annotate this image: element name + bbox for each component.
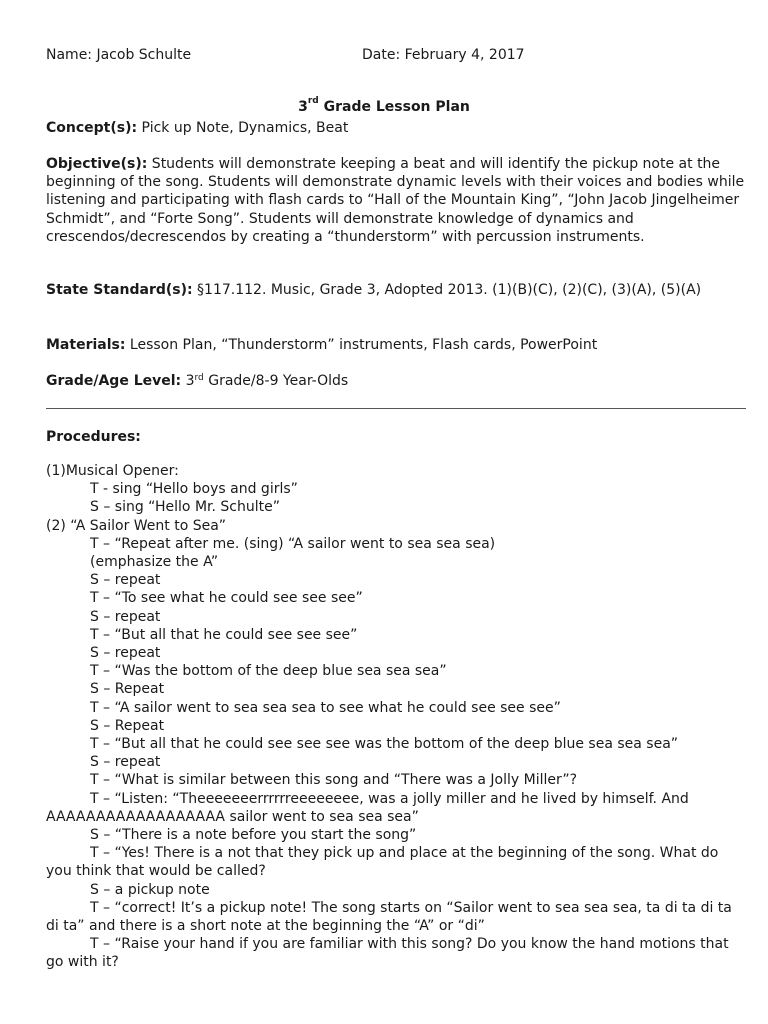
standards-section [46,281,746,299]
lesson-date: Date: February 4, 2017 [362,47,525,63]
procedure-line: T – “But all that he could see see see” [90,626,358,643]
procedure-line: S – “There is a note before you start the song” [90,827,417,844]
procedure-line: T – “To see what he could see see see” [90,590,363,607]
procedure-line: T – “Listen: “Theeeeeeerrrrrreeeeeeee, was a jolly miller and he lived by himself. And AAAAAAAAAAAAAAAAAA sailor went to sea sea sea” [46,790,689,825]
title-ordinal: rd [307,96,319,106]
materials-label: Materials: [46,337,126,353]
grade-level-number: 3 [181,373,195,389]
procedure-line: T – “correct! It’s a pickup note! The song starts on “Sailor went to sea sea sea, ta di ta di ta di ta” and there is a short note at the beginning the “A” or “di” [46,899,732,935]
concepts-text: Pick up Note, Dynamics, Beat [137,120,349,136]
procedure-line: S – sing “Hello Mr. Schulte” [90,499,280,516]
procedure-line: T – “A sailor went to sea sea sea to see what he could see see see” [90,699,561,716]
procedure-line: S – Repeat [90,717,165,734]
procedure-line: T – “Was the bottom of the deep blue sea sea sea” [90,663,447,680]
grade-level-ordinal: rd [194,373,204,383]
title-number: 3 [298,99,308,115]
procedure-line: (2) “A Sailor Went to Sea” [46,517,227,534]
concepts-section [46,119,746,137]
procedure-line: S – repeat [90,754,161,771]
materials-text: Lesson Plan, “Thunderstorm” instruments, Flash cards, PowerPoint [125,337,598,353]
procedure-line: T – “Raise your hand if you are familiar with this song? Do you know the hand motions that go with it? [46,936,729,971]
standards-text: §117.112. Music, Grade 3, Adopted 2013. (1)(B)(C), (2)(C), (3)(A), (5)(A) [192,282,702,298]
procedure-line: S – repeat [90,608,161,625]
procedure-line: T – “What is similar between this song and “There was a Jolly Miller”? [90,772,578,789]
standards-label: State Standard(s): [46,282,193,298]
procedure-line: T – “Yes! There is a not that they pick up and place at the beginning of the song. What do you think that would be called? [46,845,719,880]
objectives-label: Objective(s): [46,156,148,172]
procedures-list [46,462,746,972]
title-text: Grade Lesson Plan [318,99,470,115]
objectives-text: Students will demonstrate keeping a beat and will identify the pickup note at the beginning of the song. Students will demonstrate dynamic levels with their voices and bodies while listening and participating with flash cards to “Hall of the Mountain King”, “John Jacob Jingelheimer Schmidt”, and “Forte Song”. Students will demonstrate knowledge of dynamics and crescendos/decrescendos by creating a “thunderstorm” with percussion instruments. [46,156,745,245]
objectives-section [46,155,746,246]
materials-section [46,336,746,354]
procedure-line: T – “But all that he could see see see was the bottom of the deep blue sea sea sea” [90,736,679,753]
grade-level-section [46,372,746,390]
procedure-line: T - sing “Hello boys and girls” [90,481,298,498]
procedure-line: S – repeat [90,572,161,589]
procedure-line: T – “Repeat after me. (sing) “A sailor went to sea sea sea) [90,535,496,552]
procedure-line: S – Repeat [90,681,165,698]
grade-level-label: Grade/Age Level: [46,373,182,389]
concepts-label: Concept(s): [46,120,138,136]
student-name: Name: Jacob Schulte [46,47,192,63]
procedure-line: (1)Musical Opener: [46,463,179,479]
procedure-line: S – repeat [90,645,161,662]
procedures-heading: Procedures: [46,429,141,445]
procedure-line: S – a pickup note [90,881,210,898]
page-title [0,96,768,115]
procedure-line: (emphasize the A” [90,554,219,571]
grade-level-text: Grade/8-9 Year-Olds [203,373,349,389]
section-divider [46,408,746,409]
